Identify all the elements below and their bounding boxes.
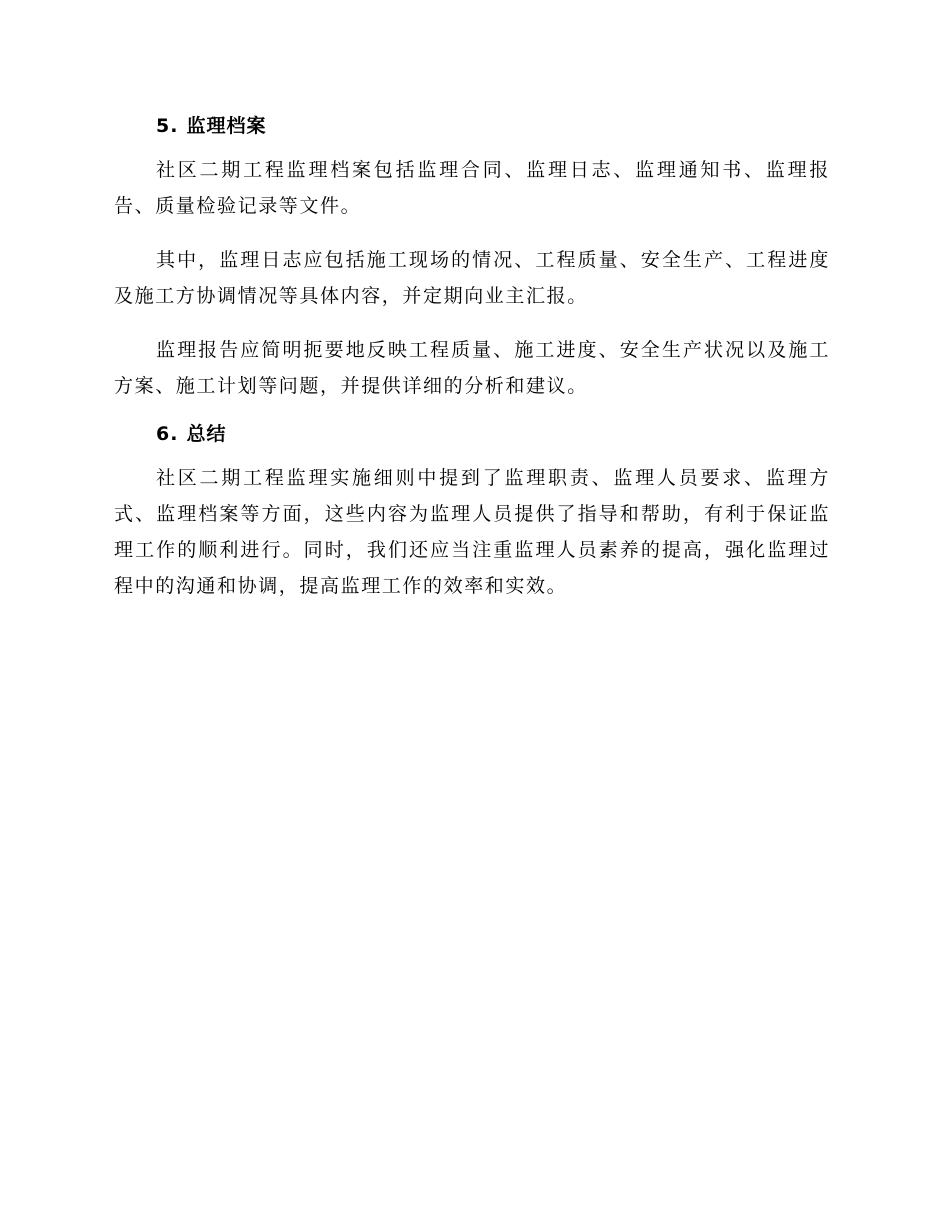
section-title: 总结 [186, 423, 227, 445]
section-number: 5. [156, 115, 179, 137]
section-title: 监理档案 [186, 115, 267, 137]
paragraph: 社区二期工程监理档案包括监理合同、监理日志、监理通知书、监理报告、质量检验记录等文件。 [114, 159, 830, 217]
section-heading-5 [114, 108, 830, 144]
section-heading-6 [114, 416, 830, 452]
document-page [114, 108, 830, 622]
paragraph: 社区二期工程监理实施细则中提到了监理职责、监理人员要求、监理方式、监理档案等方面，这些内容为监理人员提供了指导和帮助，有利于保证监理工作的顺利进行。同时，我们还应当注重监理人员素养的提高，强化监理过程中的沟通和协调，提高监理工作的效率和实效。 [114, 467, 830, 597]
section-number: 6. [156, 423, 179, 445]
paragraph: 其中，监理日志应包括施工现场的情况、工程质量、安全生产、工程进度及施工方协调情况等具体内容，并定期向业主汇报。 [114, 249, 830, 307]
paragraph: 监理报告应简明扼要地反映工程质量、施工进度、安全生产状况以及施工方案、施工计划等问题，并提供详细的分析和建议。 [114, 339, 830, 397]
